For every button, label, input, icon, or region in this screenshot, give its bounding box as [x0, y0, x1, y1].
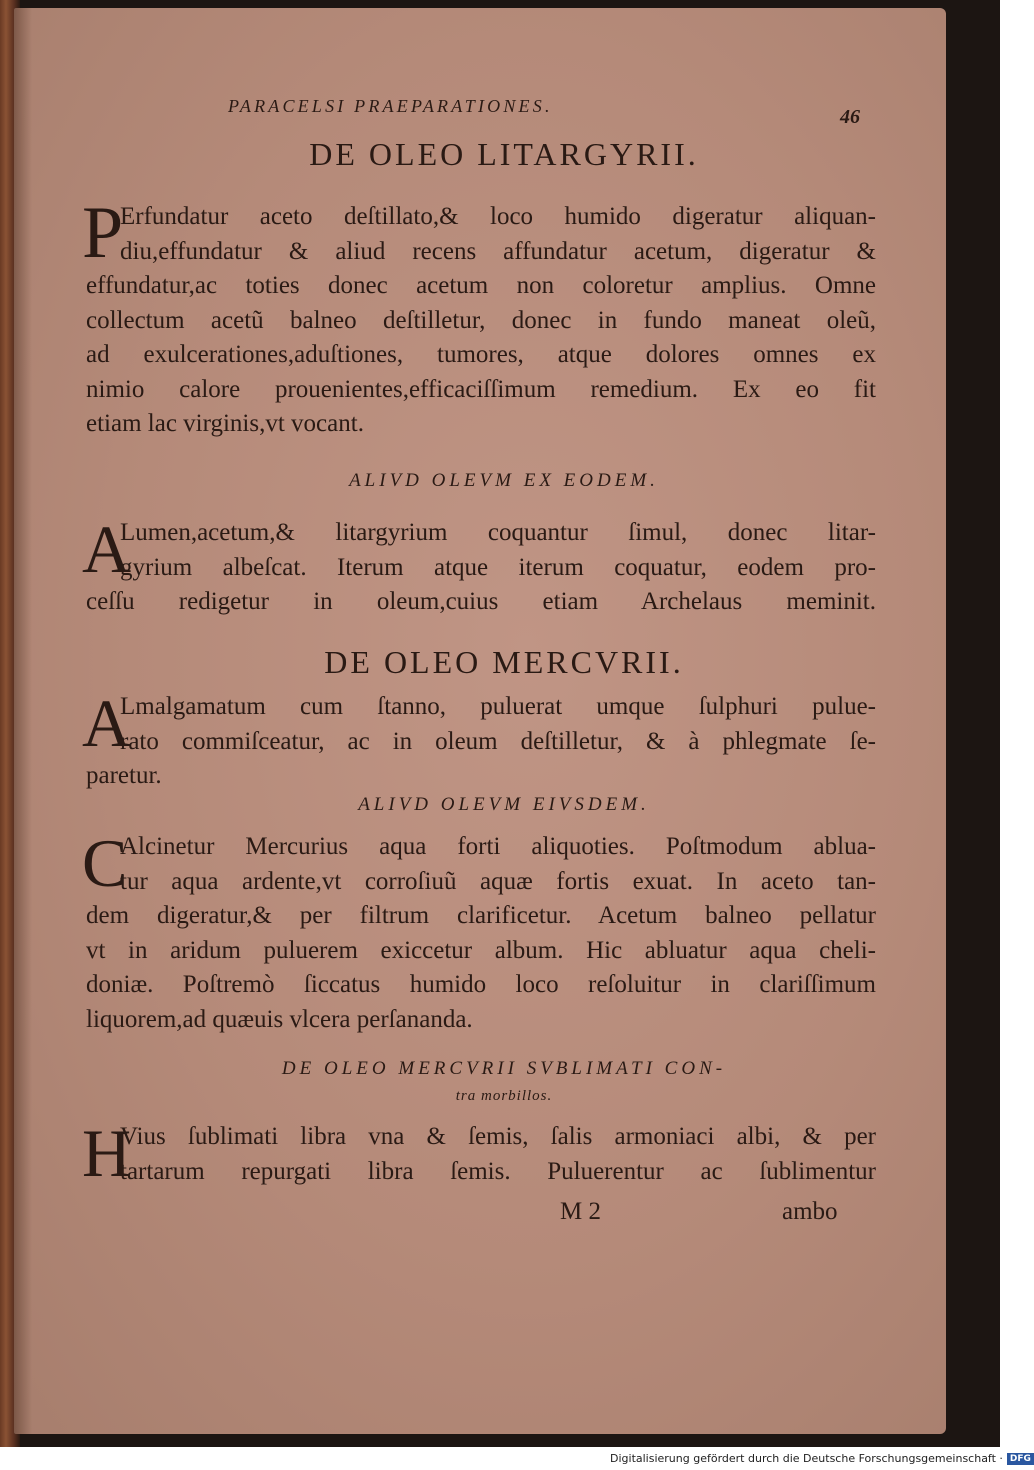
footer-text: Digitalisierung gefördert durch die Deutsche Forschungsgemeinschaft ·	[610, 1452, 1003, 1465]
section-title: DE OLEO LITARGYRII.	[309, 136, 699, 172]
section-paragraph	[82, 511, 876, 620]
text-line: ceſſu redigetur in oleum,cuius etiam Archelaus meminit.	[86, 588, 876, 615]
drop-cap-initial: A	[82, 685, 132, 761]
text-line: liquorem,ad quæuis vlcera perſananda.	[86, 1005, 473, 1033]
text-line: dem digeratur,& per filtrum clarificetur. Acetum balneo pellatur	[86, 902, 876, 929]
text-line: gyrium albeſcat. Iterum atque iterum coquatur, eodem pro-	[120, 553, 876, 581]
text-line: Lmalgamatum cum ſtanno, puluerat umque ſulphuri pulue-	[120, 693, 876, 720]
drop-cap-initial: H	[82, 1115, 132, 1191]
text-line: Erfundatur aceto deſtillato,& loco humido digeratur aliquan-	[120, 203, 876, 230]
text-line: etiam lac virginis,vt vocant.	[86, 410, 364, 437]
running-head: PARACELSI PRAEPARATIONES.	[228, 96, 553, 116]
section-subtitle: ALIVD OLEVM EIVSDEM.	[358, 794, 650, 815]
signature-mark: M 2	[560, 1198, 601, 1225]
section-subtitle: DE OLEO MERCVRII SVBLIMATI CON-	[281, 1058, 727, 1079]
section-paragraph	[82, 1115, 876, 1191]
text-line: diu,effundatur & aliud recens affundatur acetum, digeratur &	[120, 237, 876, 265]
page-number: 46	[840, 106, 860, 128]
text-line: doniæ. Poſtremò ſiccatus humido loco reſoluitur in clariſſimum	[86, 971, 876, 998]
text-line: tartarum repurgati libra ſemis. Puluerentur ac ſublimentur	[120, 1157, 876, 1185]
text-line: Alcinetur Mercurius aqua forti aliquoties. Poſtmodum ablua-	[120, 833, 876, 860]
text-line: vt in aridum puluerem exiccetur album. Hic abluatur aqua cheli-	[86, 936, 876, 964]
section-title: DE OLEO MERCVRII.	[324, 644, 684, 680]
section-paragraph	[82, 825, 876, 1037]
page-shadow	[14, 8, 32, 1434]
text-line: ad exulcerationes,aduſtiones, tumores, atque dolores omnes ex	[86, 341, 876, 368]
section-subtitle: ALIVD OLEVM EX EODEM.	[349, 470, 659, 491]
text-line: Vius ſublimati libra vna & ſemis, ſalis armoniaci albi, & per	[120, 1123, 876, 1150]
drop-cap-initial: A	[82, 511, 132, 587]
footer-credit	[610, 1452, 1034, 1465]
text-line: paretur.	[86, 762, 162, 789]
section-paragraph	[82, 192, 876, 442]
text-line: effundatur,ac toties donec acetum non coloretur amplius. Omne	[86, 272, 876, 299]
dfg-logo: DFG	[1007, 1453, 1034, 1465]
catchword: ambo	[782, 1198, 838, 1225]
text-line: collectum acetũ balneo deſtilletur, donec in fundo maneat oleũ,	[86, 306, 876, 334]
section-subtitle-continuation: tra morbillos.	[455, 1088, 553, 1104]
drop-cap-initial: C	[82, 825, 128, 901]
text-line: rato commiſceatur, ac in oleum deſtilletur, & à phlegmate ſe-	[120, 727, 876, 755]
drop-cap-initial: P	[82, 192, 124, 274]
text-line: nimio calore prouenientes,efficaciſſimum remedium. Ex eo fit	[86, 375, 876, 403]
book-page	[14, 8, 946, 1434]
text-line: Lumen,acetum,& litargyrium coquantur ſimul, donec litar-	[120, 519, 876, 546]
text-line: tur aqua ardente,vt corroſiuũ aquæ fortis exuat. In aceto tan-	[120, 867, 876, 895]
section-paragraph	[82, 685, 876, 794]
